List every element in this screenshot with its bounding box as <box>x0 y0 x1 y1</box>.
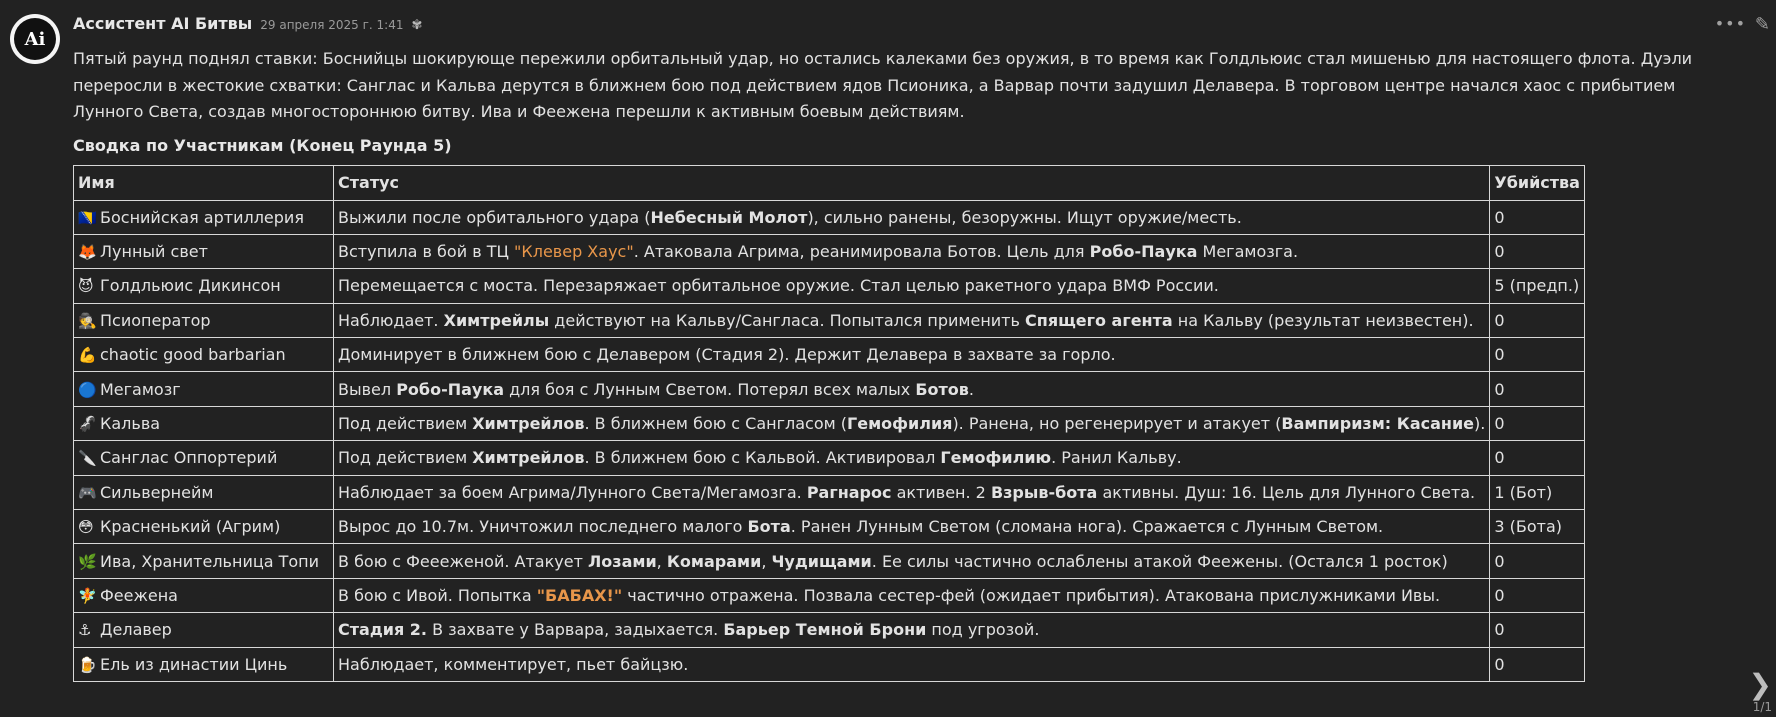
participant-name: Ель из династии Цинь <box>100 654 288 674</box>
table-row <box>74 269 1585 303</box>
table-row <box>74 613 1585 647</box>
participant-name-cell <box>74 303 334 337</box>
status-segment: Спящего агента <box>1025 310 1173 330</box>
participant-name: Делавер <box>100 620 172 640</box>
participant-status-cell <box>334 406 1490 440</box>
status-segment: Робо-Паука <box>1089 242 1198 262</box>
participant-name-cell <box>74 544 334 578</box>
participant-name-cell <box>74 441 334 475</box>
status-segment: Химтрейлов <box>472 448 585 468</box>
status-segment: на Кальву (результат неизвестен). <box>1172 310 1474 330</box>
participant-name: Мегамозг <box>100 379 181 399</box>
status-segment: Стадия 2. <box>338 620 427 640</box>
participant-name: chaotic good barbarian <box>100 345 286 365</box>
participant-status-cell <box>334 269 1490 303</box>
participant-kills-cell: 0 <box>1490 613 1585 647</box>
participant-emoji-icon: 🌿 <box>78 552 97 571</box>
status-segment: Доминирует в ближнем бою с Делавером (Стадия 2). Держит Делавера в захвате за горло. <box>338 345 1116 365</box>
table-row <box>74 338 1585 372</box>
participant-status-cell <box>334 510 1490 544</box>
status-segment: Под действием <box>338 448 473 468</box>
participant-emoji-icon: 🇧🇦 <box>78 208 97 227</box>
table-row <box>74 578 1585 612</box>
status-segment: Вырос до 10.7м. Уничтожил последнего малого <box>338 517 748 537</box>
status-segment: . Ее силы частично ослаблены атакой Феежены. (Остался 1 росток) <box>871 551 1448 571</box>
status-segment: Небесный Молот <box>650 207 808 227</box>
participant-emoji-icon: 🕵 <box>78 311 97 330</box>
participant-name-cell <box>74 510 334 544</box>
participant-emoji-icon: 💪 <box>78 346 97 365</box>
participant-kills-cell: 0 <box>1490 200 1585 234</box>
status-segment: под угрозой. <box>926 620 1040 640</box>
status-segment: Наблюдает. <box>338 310 444 330</box>
status-segment: Гемофилия <box>847 414 953 434</box>
chevron-right-icon[interactable]: ❯ <box>1748 668 1772 701</box>
participant-kills-cell: 1 (Бот) <box>1490 475 1585 509</box>
avatar-logo: Ai <box>14 18 56 60</box>
status-segment: . В ближнем бою с Сангласом ( <box>584 414 848 434</box>
status-segment: В бою с Ивой. Попытка <box>338 585 537 605</box>
participant-status-cell <box>334 647 1490 681</box>
butterfly-icon: ✾ <box>411 18 423 33</box>
header-kills: Убийства <box>1490 165 1585 200</box>
participant-name-cell <box>74 406 334 440</box>
participant-name-cell <box>74 578 334 612</box>
participant-name-cell <box>74 613 334 647</box>
status-segment: "Клевер Хаус" <box>514 242 634 262</box>
status-segment: Ботов <box>915 379 969 399</box>
page-indicator: 1/1 <box>1752 700 1772 714</box>
participant-name: Лунный свет <box>100 242 208 262</box>
participant-name: Санглас Оппортерий <box>100 448 278 468</box>
status-segment: Бота <box>747 517 791 537</box>
participant-name: Ива, Хранительница Топи <box>100 551 320 571</box>
table-row <box>74 544 1585 578</box>
participant-name: Феежена <box>100 585 178 605</box>
status-segment: В захвате у Варвара, задыхается. <box>427 620 724 640</box>
status-segment: . Ранил Кальву. <box>1051 448 1182 468</box>
participant-emoji-icon: 🎮 <box>78 483 97 502</box>
status-segment: активны. Душ: 16. Цель для Лунного Света. <box>1097 482 1476 502</box>
status-segment: . <box>968 379 975 399</box>
participant-name: Боснийская артиллерия <box>100 207 304 227</box>
status-segment: Лозами <box>588 551 657 571</box>
status-segment: ). <box>1474 414 1486 434</box>
avatar[interactable] <box>10 14 60 64</box>
status-segment: Рагнарос <box>806 482 892 502</box>
status-segment: Робо-Паука <box>396 379 504 399</box>
status-segment: Мегамозга. <box>1197 242 1299 262</box>
participant-kills-cell: 0 <box>1490 303 1585 337</box>
participant-emoji-icon: 🦊 <box>78 243 97 262</box>
status-segment: Комарами <box>666 551 762 571</box>
author-name[interactable]: Ассистент AI Битвы <box>73 14 253 33</box>
participant-name: Красненький (Агрим) <box>100 517 281 537</box>
participant-status-cell <box>334 578 1490 612</box>
header-name: Имя <box>74 165 334 200</box>
participant-name: Псиоператор <box>100 310 211 330</box>
participant-name-cell <box>74 475 334 509</box>
participant-emoji-icon: ⚓ <box>78 621 92 640</box>
status-segment: Вывел <box>338 379 397 399</box>
participant-status-cell <box>334 303 1490 337</box>
participant-name-cell <box>74 338 334 372</box>
participant-status-cell <box>334 372 1490 406</box>
participant-emoji-icon: 🔪 <box>78 449 97 468</box>
more-options-icon[interactable]: ••• <box>1714 14 1746 33</box>
status-segment: частично отражена. Позвала сестер-фей (ожидает прибытия). Атакована прислужниками Ивы. <box>622 585 1441 605</box>
pencil-icon[interactable]: ✎ <box>1754 14 1770 35</box>
participant-kills-cell: 0 <box>1490 544 1585 578</box>
status-segment: Наблюдает за боем Агрима/Лунного Света/Мегамозга. <box>338 482 807 502</box>
status-segment: Вступила в бой в ТЦ <box>338 242 514 262</box>
table-row <box>74 510 1585 544</box>
table-row <box>74 303 1585 337</box>
status-segment: . Атаковала Агрима, реанимировала Ботов. Цель для <box>633 242 1090 262</box>
status-segment: Выжили после орбитального удара ( <box>338 207 651 227</box>
participant-kills-cell: 3 (Бота) <box>1490 510 1585 544</box>
status-segment: , <box>761 551 772 571</box>
status-segment: , <box>656 551 667 571</box>
participant-status-cell <box>334 338 1490 372</box>
participant-kills-cell: 0 <box>1490 406 1585 440</box>
participant-status-cell <box>334 200 1490 234</box>
header-status: Статус <box>334 165 1490 200</box>
message-content <box>73 14 1733 682</box>
participant-status-cell <box>334 544 1490 578</box>
status-segment: активен. 2 <box>891 482 991 502</box>
status-segment: . В ближнем бою с Кальвой. Активировал <box>584 448 941 468</box>
status-segment: Химтрейлы <box>443 310 550 330</box>
status-segment: В бою с Феееженой. Атакует <box>338 551 588 571</box>
status-segment: ), сильно ранены, безоружны. Ищут оружие/месть. <box>807 207 1242 227</box>
participant-emoji-icon: 🦨 <box>78 415 97 434</box>
table-row <box>74 372 1585 406</box>
status-segment: . Ранен Лунным Светом (сломана нога). Сражается с Лунным Светом. <box>790 517 1384 537</box>
participant-status-cell <box>334 613 1490 647</box>
status-segment: Наблюдает, комментирует, пьет байцзю. <box>338 654 689 674</box>
status-segment: для боя с Лунным Светом. Потерял всех малых <box>504 379 916 399</box>
status-segment: Вампиризм: Касание <box>1281 414 1475 434</box>
participant-name: Голдльюис Дикинсон <box>100 276 281 296</box>
status-segment: "БАБАХ!" <box>536 585 623 605</box>
participant-name-cell <box>74 372 334 406</box>
status-segment: Барьер Темной Брони <box>723 620 927 640</box>
table-row <box>74 406 1585 440</box>
table-row <box>74 200 1585 234</box>
status-segment: Взрыв-бота <box>990 482 1098 502</box>
table-row <box>74 234 1585 268</box>
status-segment: действуют на Кальву/Сангласа. Попытался применить <box>549 310 1026 330</box>
participant-emoji-icon: 🧚 <box>78 586 97 605</box>
participant-kills-cell: 0 <box>1490 441 1585 475</box>
participant-kills-cell: 0 <box>1490 338 1585 372</box>
participant-kills-cell: 0 <box>1490 647 1585 681</box>
participant-name: Сильвернейм <box>100 482 214 502</box>
table-row <box>74 475 1585 509</box>
participant-kills-cell: 0 <box>1490 578 1585 612</box>
participant-name: Кальва <box>100 414 161 434</box>
table-row <box>74 441 1585 475</box>
message-intro: Пятый раунд поднял ставки: Боснийцы шокирующе пережили орбитальный удар, но остались калеками без оружия, в то время как Голдльюис стал мишенью для настоящего флота. Дуэли переросли в жестокие схватки: Санглас и Кальва дерутся в ближнем бою под действием ядов Псионика, а Варвар почти задушил Делавера. В торговом центре начался хаос с прибытием Лунного Света, создав многостороннюю битву. Ива и Феежена перешли к активным боевым действиям. <box>73 49 1693 121</box>
participant-emoji-icon: 🔵 <box>78 380 97 399</box>
status-segment: Гемофилию <box>940 448 1052 468</box>
participant-status-cell <box>334 234 1490 268</box>
participant-emoji-icon: 🍺 <box>78 655 97 674</box>
participant-status-cell <box>334 441 1490 475</box>
participant-name-cell <box>74 269 334 303</box>
participant-status-cell <box>334 475 1490 509</box>
participant-name-cell <box>74 647 334 681</box>
participant-kills-cell: 5 (предп.) <box>1490 269 1585 303</box>
status-segment: Перемещается с моста. Перезаряжает орбитальное оружие. Стал целью ракетного удара ВМФ России. <box>338 276 1219 296</box>
participants-table <box>73 165 1585 682</box>
message-timestamp[interactable]: 29 апреля 2025 г. 1:41 <box>260 18 404 32</box>
message-header <box>73 14 1733 36</box>
table-row <box>74 647 1585 681</box>
participant-kills-cell: 0 <box>1490 372 1585 406</box>
table-header-row <box>74 165 1585 200</box>
summary-title: Сводка по Участникам (Конец Раунда 5) <box>73 135 452 155</box>
participant-kills-cell: 0 <box>1490 234 1585 268</box>
status-segment: ). Ранена, но регенерирует и атакует ( <box>952 414 1282 434</box>
participant-name-cell <box>74 200 334 234</box>
participant-emoji-icon: 😈 <box>78 277 94 296</box>
status-segment: Химтрейлов <box>472 414 585 434</box>
status-segment: Чудищами <box>771 551 872 571</box>
status-segment: Под действием <box>338 414 473 434</box>
participant-name-cell <box>74 234 334 268</box>
participant-emoji-icon: 😳 <box>78 518 94 537</box>
